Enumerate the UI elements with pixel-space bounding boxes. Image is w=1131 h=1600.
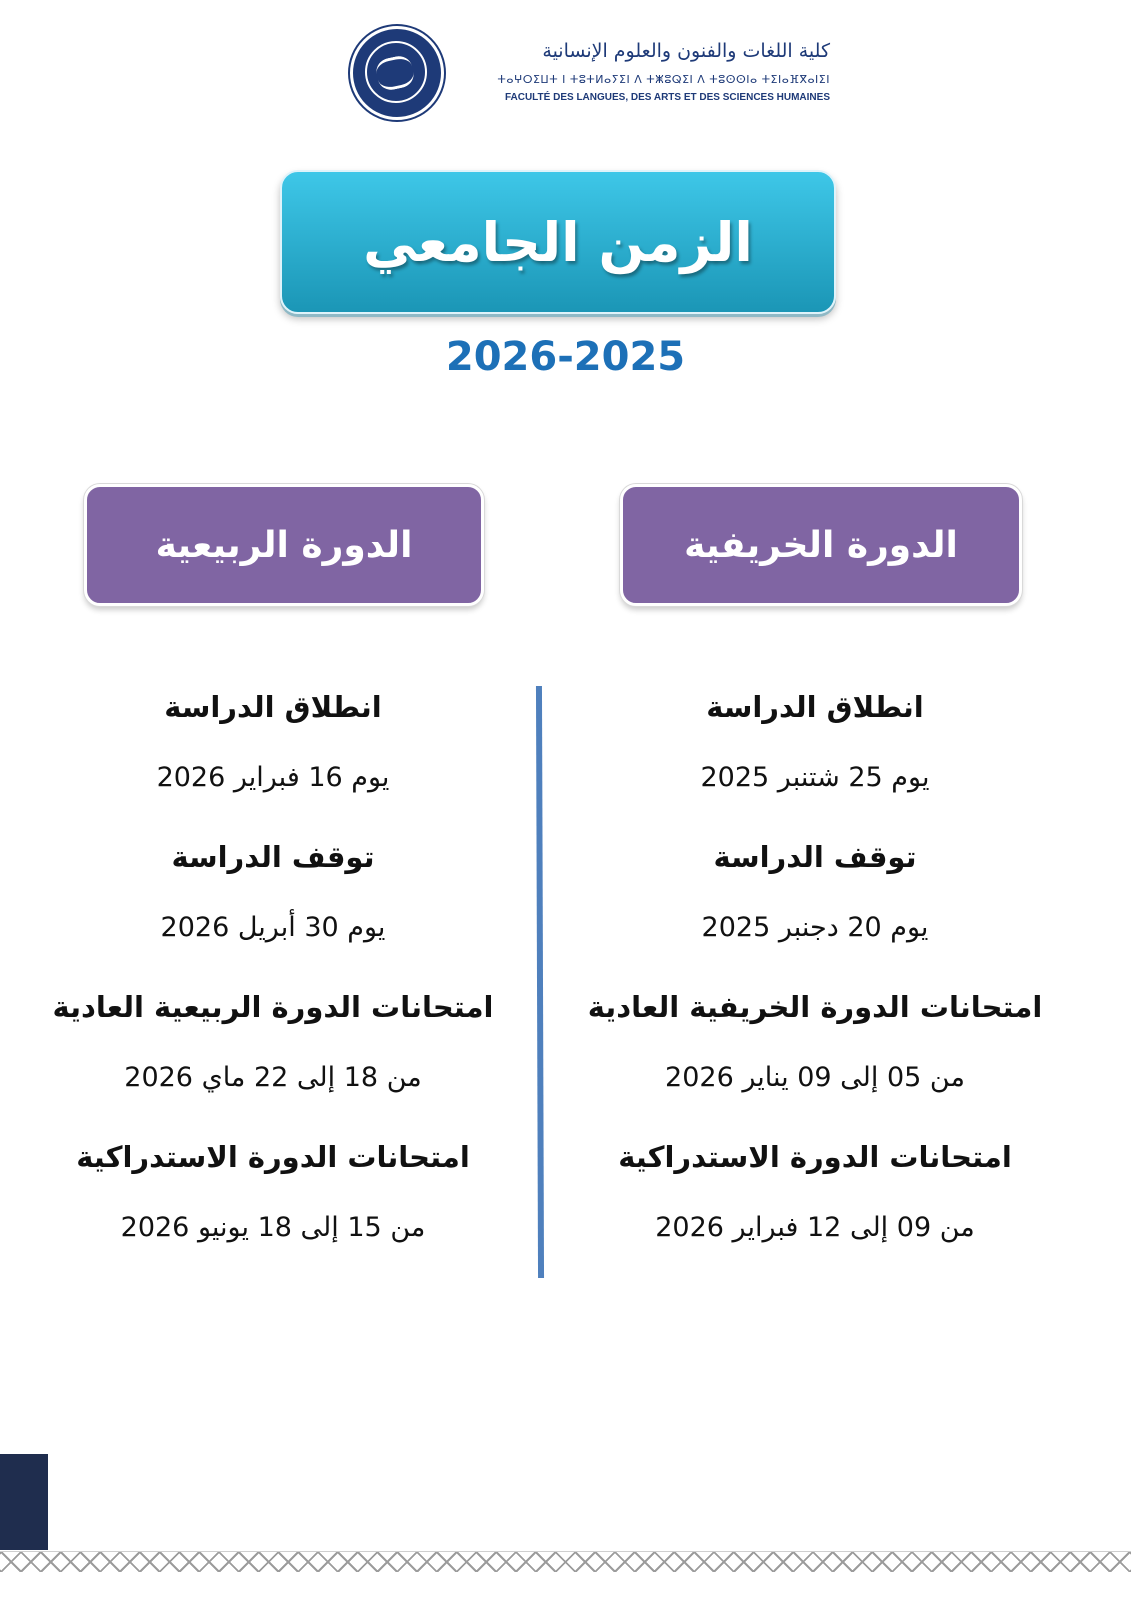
spring-semester-title: الدورة الربيعية — [155, 524, 413, 566]
schedule-date: يوم 30 أبريل 2026 — [160, 912, 386, 943]
schedule-item — [38, 840, 508, 990]
schedule-label: انطلاق الدراسة — [164, 690, 382, 724]
university-seal-icon — [350, 26, 444, 120]
schedule-label: انطلاق الدراسة — [706, 690, 924, 724]
schedule-date: من 15 إلى 18 يونيو 2026 — [120, 1212, 426, 1243]
schedule-date: من 18 إلى 22 ماي 2026 — [124, 1062, 422, 1093]
schedule-item — [580, 990, 1050, 1140]
schedule-date: يوم 16 فبراير 2026 — [156, 762, 390, 793]
schedule-item — [38, 1140, 508, 1290]
schedule-label: توقف الدراسة — [713, 840, 917, 874]
schedule-label: امتحانات الدورة الاستدراكية — [76, 1140, 470, 1174]
academic-year: 2026-2025 — [445, 334, 686, 380]
schedule-label: امتحانات الدورة الخريفية العادية — [587, 990, 1043, 1024]
faculty-name-tifinagh: ⵜⴰⵖⵔⵉⵡⵜ ⵏ ⵜⵓⵜⵍⴰⵢⵉⵏ ⴷ ⵜⵥⵓⵕⵉⵏ ⴷ ⵜⵓⵙⵙⵏⴰ ⵜⵉⵏⴰⴼⴳⴰⵏⵉⵏ — [497, 73, 830, 86]
schedule-item — [38, 690, 508, 840]
schedule-item — [580, 1140, 1050, 1290]
autumn-schedule — [580, 690, 1050, 1290]
schedule-item — [580, 840, 1050, 990]
schedule-label: توقف الدراسة — [171, 840, 375, 874]
schedule-date: يوم 20 دجنبر 2025 — [701, 912, 929, 943]
schedule-item — [580, 690, 1050, 840]
page-title: الزمن الجامعي — [363, 210, 753, 274]
schedule-date: من 05 إلى 09 يناير 2026 — [665, 1062, 965, 1093]
title-banner — [280, 170, 836, 314]
faculty-name-arabic: كلية اللغات والفنون والعلوم الإنسانية — [542, 40, 830, 62]
autumn-semester-banner — [620, 484, 1022, 606]
spring-semester-banner — [84, 484, 484, 606]
schedule-date: يوم 25 شتنبر 2025 — [700, 762, 930, 793]
autumn-semester-title: الدورة الخريفية — [684, 524, 958, 566]
faculty-header — [350, 26, 830, 116]
schedule-label: امتحانات الدورة الربيعية العادية — [52, 990, 494, 1024]
schedule-date: من 09 إلى 12 فبراير 2026 — [655, 1212, 975, 1243]
footer-block — [0, 1454, 48, 1550]
schedule-label: امتحانات الدورة الاستدراكية — [618, 1140, 1012, 1174]
column-divider — [536, 686, 544, 1278]
spring-schedule — [38, 690, 508, 1290]
schedule-item — [38, 990, 508, 1140]
faculty-name-french: FACULTÉ DES LANGUES, DES ARTS ET DES SCIENCES HUMAINES — [504, 92, 830, 103]
decorative-border — [0, 1551, 1131, 1572]
